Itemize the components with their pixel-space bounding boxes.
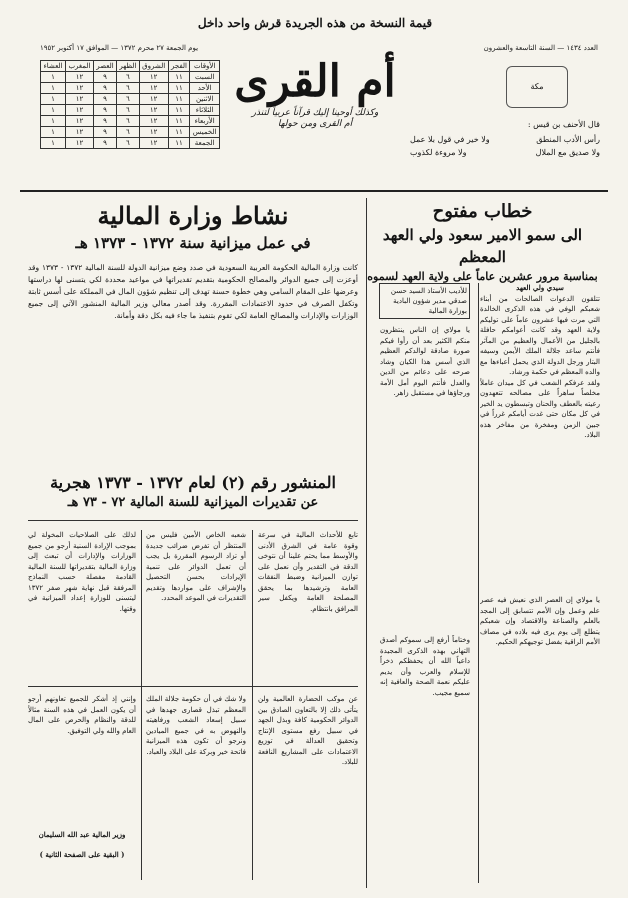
prayer-times-table	[40, 60, 220, 149]
masthead-verse-1: وكذلك أوحينا إليك قرآناً عربياً لتنذر	[251, 108, 379, 118]
column-divider	[141, 530, 142, 880]
prayer-table-header: الظهر	[117, 61, 140, 72]
issue-info: العدد ١٤٣٤ — السنة التاسعة والعشرون	[483, 44, 598, 52]
prayer-table-cell: ١١	[168, 72, 190, 83]
finance-column-5: ولا شك في أن حكومة جلالة الملك المعظم تبذل قصارى جهدها في سبيل إسعاد الشعب ورفاهيته والنهوض به في جميع الميادين ونرجو أن تكون هذه الميزانية فاتحة خير وبركة على البلاد والعباد.	[146, 695, 246, 756]
prayer-table-cell: ١٢	[66, 116, 94, 127]
prayer-table-cell: ١١	[168, 116, 190, 127]
price-line: قيمة النسخة من هذه الجريدة قرش واحد داخل	[197, 16, 433, 30]
author-note: للأديب الأستاذ السيد حسن صدقي مدير شؤون البادية بوزارة المالية	[379, 283, 470, 319]
finance-column-4: عن موكب الحضارة العالمية ولن يتأتى ذلك إلا بالتعاون الصادق بين الدوائر الحكومية كافة وبذل الجهد في سبيل رفع مستوى الإنتاج وتحقيق العدالة في توزيع الاعتمادات على المشاريع النافعة للبلاد.	[258, 695, 358, 766]
prayer-table-cell: ٦	[117, 94, 140, 105]
decree-heading	[28, 472, 358, 512]
speech-salutation: سيدي ولي العهد	[516, 283, 564, 292]
speech-headline-3: بمناسبة مرور عشرين عاماً على ولاية العهد لسموه	[367, 270, 598, 283]
column-divider	[366, 198, 367, 888]
prayer-table-cell: ٩	[93, 116, 116, 127]
finance-signature: وزير المالية عبد الله السليمان	[38, 830, 126, 839]
prayer-table-header: الشروق	[139, 61, 168, 72]
prayer-table-header: العصر	[93, 61, 116, 72]
prayer-table-cell: ١	[41, 116, 66, 127]
masthead	[230, 56, 400, 146]
poem-row	[410, 146, 600, 159]
prayer-table-cell: ٩	[93, 105, 116, 116]
prayer-table-cell: ١٢	[66, 105, 94, 116]
prayer-table-cell: ٦	[117, 72, 140, 83]
speech-headline-2: الى سمو الامير سعود ولي العهد المعظم	[382, 226, 583, 266]
prayer-table-cell: الثلاثاء	[190, 105, 220, 116]
prayer-table-cell: ١٢	[66, 72, 94, 83]
speech-column-4	[380, 635, 470, 880]
prayer-table-cell: الأحد	[190, 83, 220, 94]
speech-headline	[365, 200, 600, 286]
prayer-table-cell: ٩	[93, 83, 116, 94]
poem-box	[410, 118, 600, 159]
finance-mid-rule	[28, 686, 358, 687]
poem-heading: قال الأحنف بن قيس :	[527, 120, 600, 129]
decree-line-2: عن تقديرات الميزانية للسنة المالية ٧٢ - ٧٣ هـ	[67, 495, 319, 510]
poem-verse: ولا مروءة لكذوب	[410, 148, 467, 157]
finance-headline	[28, 200, 358, 254]
emblem-icon: مكة	[506, 66, 568, 108]
prayer-table-cell: ٩	[93, 127, 116, 138]
speech-paragraph: وختاماً أرفع إلى سموكم أصدق التهاني بهذه الذكرى المجيدة داعياً الله أن يحفظكم ذخراً للإسلام والعرب وأن يديم عليكم نعمة الصحة والعافية إنه سميع مجيب.	[380, 636, 470, 697]
poem-row	[410, 133, 600, 146]
prayer-table-cell: ١	[41, 105, 66, 116]
prayer-table-cell: الاثنين	[190, 94, 220, 105]
finance-column-3: لذلك على الصلاحيات المخولة لي بموجب الإرادة السنية أرجو من جميع الوزارات والإدارات أن تبعث إلى وزارة المالية بتقديراتها للسنة المالية القادمة مفصلة حسب النماذج المرفقة قبل نهاية شهر صفر ١٣٧٢ ليتسنى للوزارة إعداد الميزانية في وقتها.	[28, 531, 136, 613]
poem-verse: ولا خير في قول بلا عمل	[410, 135, 490, 144]
prayer-table-cell: ١	[41, 72, 66, 83]
prayer-table-cell: ١٢	[66, 94, 94, 105]
header-rule	[20, 190, 608, 192]
finance-column-6: وإنني إذ أشكر للجميع تعاونهم أرجو أن يكون العمل في هذه السنة مثالاً للدقة والنظام والحرص على المال العام والله ولي التوفيق.	[28, 695, 136, 735]
speech-paragraph: ولقد عرفكم الشعب في كل ميدان عاملاً مخلصاً ساهراً على مصالحه تتعهدون رعيته بالعطف والحنان وتبسطون يد الخير في كل مكان حتى غدت أيامكم غرراً في جبين الزمن ومفخرة من مفاخر هذه البلاد.	[480, 378, 600, 439]
prayer-table-header: العشاء	[41, 61, 66, 72]
prayer-table-cell: ١	[41, 83, 66, 94]
prayer-table-cell: ٩	[93, 138, 116, 149]
speech-paragraph: يا مولاي إن الناس ينتظرون منكم الكثير بعد أن رأوا فيكم صورة صادقة لوالدكم العظيم الذي أسس هذا الكيان وشاد صرحه على دعائم من الدين والعدل فأنتم اليوم أمل الأمة ورجاؤها في مستقبل زاهر.	[380, 326, 470, 397]
prayer-table-row	[41, 83, 220, 94]
prayer-table-header: الأوقات	[190, 61, 220, 72]
prayer-table-cell: ١٢	[139, 116, 168, 127]
speech-column-1	[480, 283, 600, 583]
prayer-table-row	[41, 94, 220, 105]
finance-headline-2: في عمل ميزانية سنة ١٣٧٢ - ١٣٧٣ هـ	[75, 234, 311, 252]
prayer-table-row	[41, 138, 220, 149]
prayer-table-cell: ١٢	[139, 72, 168, 83]
prayer-table-cell: ٦	[117, 138, 140, 149]
prayer-table-cell: ١٢	[139, 105, 168, 116]
speech-paragraph: يا مولاي إن العصر الذي نعيش فيه عصر علم وعمل وإن الأمم تتسابق إلى المجد بالعلم والصناعة والاقتصاد وإن شعبكم يتطلع إلى يوم يرى فيه بلاده في مصاف الأمم الراقية بفضل توجيهكم الحكيم.	[480, 596, 600, 646]
masthead-verse-2: أم القرى ومن حولها	[277, 119, 353, 129]
poem-verse: ولا صديق مع الملال	[535, 148, 600, 157]
prayer-table-cell: ٩	[93, 72, 116, 83]
masthead-title: أم القرى	[234, 56, 396, 107]
continued-notice: ( البقية على الصفحة الثانية )	[39, 850, 125, 859]
finance-headline-1: نشاط وزارة المالية	[97, 201, 289, 230]
prayer-table-cell: ١٢	[66, 138, 94, 149]
finance-column-2: شعبه الخاص الأمين فليس من المنتظر أن تفرض ضرائب جديدة أو تزاد الرسوم المقررة بل يجب أن تعمل الدوائر على تنمية الإيرادات بحسن التحصيل والإشراف على مواردها وتقديم التقديرات في الموعد المحدد.	[146, 531, 246, 602]
prayer-table-cell: الأربعاء	[190, 116, 220, 127]
prayer-table-cell: ١٢	[66, 83, 94, 94]
prayer-table-cell: ١١	[168, 127, 190, 138]
prayer-table-row	[41, 72, 220, 83]
prayer-table-cell: ٦	[117, 127, 140, 138]
prayer-table-cell: ١٢	[66, 127, 94, 138]
prayer-table-cell: الجمعة	[190, 138, 220, 149]
prayer-table-cell: ١٢	[139, 94, 168, 105]
prayer-table-cell: ١	[41, 127, 66, 138]
prayer-table-cell: ١١	[168, 138, 190, 149]
speech-headline-1: خطاب مفتوح	[432, 201, 533, 222]
prayer-table-cell: ١١	[168, 105, 190, 116]
poem-verse: رأس الأدب المنطق	[536, 135, 600, 144]
column-divider	[478, 283, 479, 883]
prayer-table-cell: ١١	[168, 94, 190, 105]
prayer-table-cell: ١٢	[139, 138, 168, 149]
finance-column-1: تابع للأحداث المالية في سرعة وقوة عامة في الشرق الأدنى والأوسط مما يحتم علينا أن نتوخى الدقة في التقدير وأن نعمل على توازن الميزانية وضبط النفقات العامة وترشيدها بما يحقق المصلحة العامة ويكفل سير المرافق بانتظام.	[258, 531, 358, 613]
prayer-table-cell: ١٢	[139, 83, 168, 94]
prayer-table-header: الفجر	[168, 61, 190, 72]
date-info: يوم الجمعة ٢٧ محرم ١٣٧٢ — الموافق ١٧ أكتوبر ١٩٥٢	[40, 44, 199, 52]
prayer-table-cell: ٦	[117, 105, 140, 116]
speech-paragraph: تتلقون الدعوات الصالحات من أبناء شعبكم الوفي في هذه الذكرى الخالدة التي مرت فيها عشرون عاماً على توليكم ولاية العهد وقد كانت أعوامكم حافلة بالجليل من الأعمال والعظيم من المآثر فأنتم ساعد جلالة الملك الأيمن وسيفه البتار ورجل الدولة الذي يحمل أعباءها مع والده المعظم في حكمة ورشاد.	[480, 294, 600, 376]
prayer-table-cell: ١	[41, 94, 66, 105]
decree-line-1: المنشور رقم (٢) لعام ١٣٧٢ - ١٣٧٣ هجرية	[50, 473, 336, 492]
decree-rule	[28, 520, 358, 521]
prayer-table-cell: الخميس	[190, 127, 220, 138]
prayer-table-cell: ١٢	[139, 127, 168, 138]
prayer-table-cell: ٦	[117, 83, 140, 94]
finance-intro: كانت وزارة المالية الحكومة العربية السعودية في صدد وضع ميزانية الدولة للسنة المالية ١٣٧٢ - ١٣٧٣ وقد أوعزت إلى جميع الدوائر والمصالح الحكومية بتقديم تقديراتها في مواعيد محددة لكي يتسنى لها دراستها وعرضها على المقام السامي وهي خطوة حسنة تهدف إلى تنظيم شؤون المال في المملكة على أسس ثابتة وتكفل الصرف في حدود الاعتمادات المقررة. وقد أصدر معالي وزير المالية المنشور الآتي إلى جميع الوزارات والإدارات والمصالح العامة لكي تقوم بتنفيذ ما جاء فيه بكل دقة وأمانة.	[28, 263, 358, 320]
prayer-table-row	[41, 105, 220, 116]
prayer-table-cell: ٦	[117, 116, 140, 127]
prayer-table-row	[41, 116, 220, 127]
speech-column-2	[380, 325, 470, 625]
prayer-table-cell: السبت	[190, 72, 220, 83]
prayer-table-cell: ٩	[93, 94, 116, 105]
speech-column-3	[480, 595, 600, 880]
prayer-table-cell: ١	[41, 138, 66, 149]
prayer-table-row	[41, 127, 220, 138]
prayer-table-header: المغرب	[66, 61, 94, 72]
prayer-table-cell: ١١	[168, 83, 190, 94]
column-divider	[252, 530, 253, 880]
